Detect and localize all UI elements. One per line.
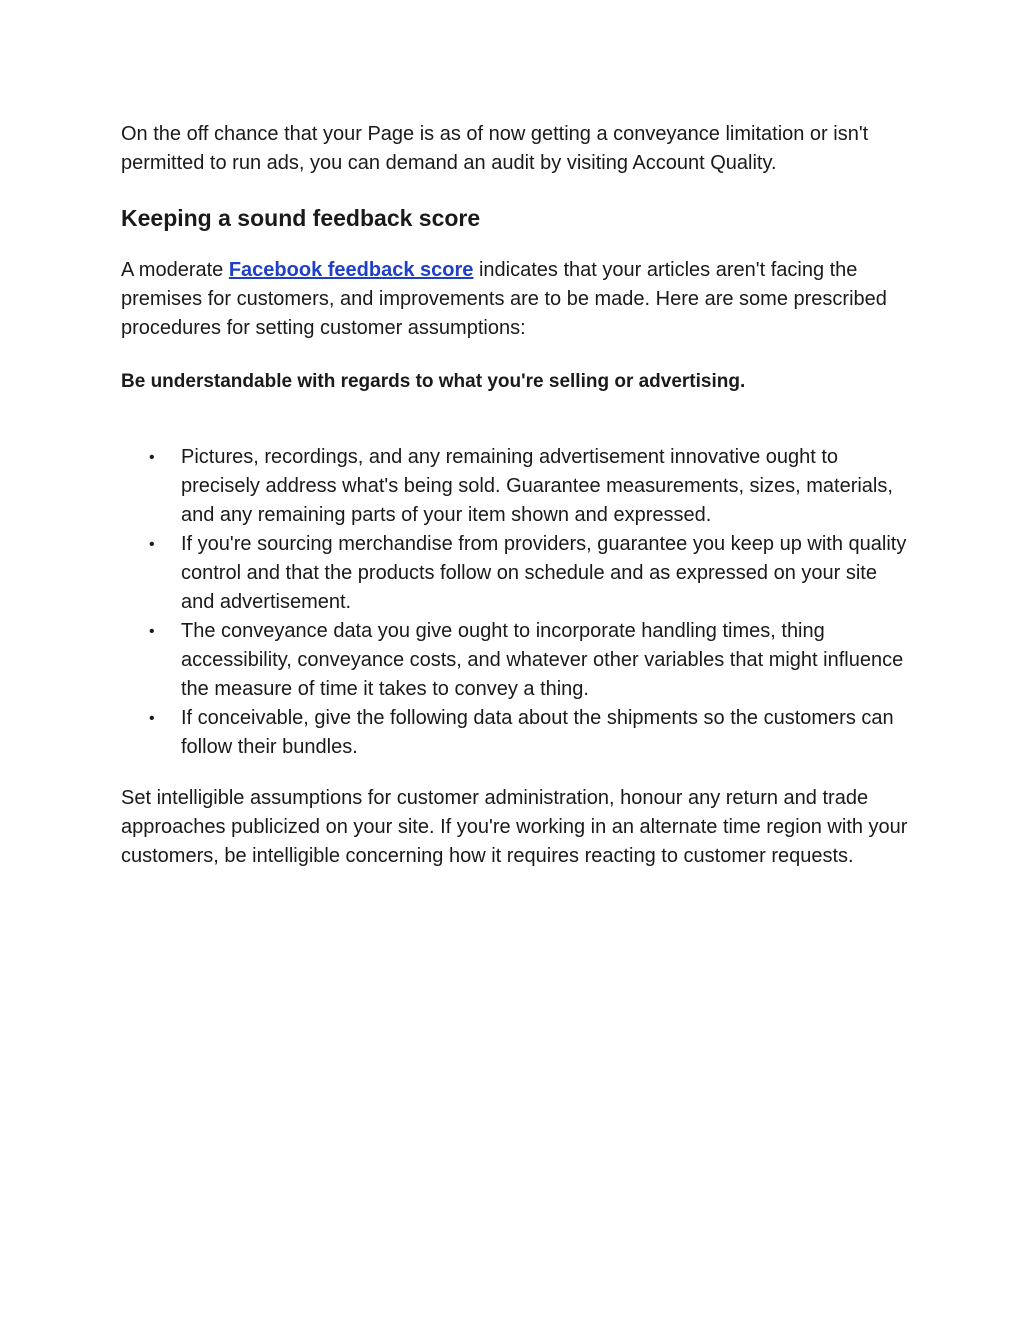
bullet-icon: • <box>149 710 155 727</box>
document-page <box>121 120 911 871</box>
bullet-icon: • <box>149 623 155 640</box>
bullet-icon: • <box>149 449 155 466</box>
list-item-text: If you're sourcing merchandise from providers, guarantee you keep up with quality control and that the products follow on schedule and as expressed on your site and advertisement. <box>181 533 907 613</box>
list-item-text: Pictures, recordings, and any remaining advertisement innovative ought to precisely address what's being sold. Guarantee measurements, sizes, materials, and any remaining parts of your item shown and expressed. <box>181 446 893 526</box>
list-item <box>149 617 911 704</box>
feedback-score-paragraph <box>121 256 911 343</box>
intro-paragraph: On the off chance that your Page is as of now getting a conveyance limitation or isn't permitted to run ads, you can demand an audit by visiting Account Quality. <box>121 123 869 174</box>
list-item <box>149 530 911 617</box>
feedback-score-text-after: indicates that your articles aren't facing the premises for customers, and improvements are to be made. Here are some prescribed procedures for setting customer assumptions: <box>121 259 887 339</box>
bullet-icon: • <box>149 536 155 553</box>
section-heading: Keeping a sound feedback score <box>121 205 481 231</box>
bold-subheading: Be understandable with regards to what you're selling or advertising. <box>121 371 746 392</box>
list-item <box>149 443 911 530</box>
list-item <box>149 704 911 762</box>
bullet-list <box>121 443 911 762</box>
list-item-text: If conceivable, give the following data about the shipments so the customers can follow their bundles. <box>181 707 894 758</box>
facebook-feedback-score-link[interactable]: Facebook feedback score <box>228 259 474 281</box>
list-item-text: The conveyance data you give ought to incorporate handling times, thing accessibility, conveyance costs, and whatever other variables that might influence the measure of time it takes to convey a thing. <box>181 620 904 700</box>
closing-paragraph: Set intelligible assumptions for customer administration, honour any return and trade approaches publicized on your site. If you're working in an alternate time region with your customers, be intelligible concerning how it requires reacting to customer requests. <box>121 787 908 867</box>
feedback-score-text-before: A moderate <box>121 259 229 281</box>
